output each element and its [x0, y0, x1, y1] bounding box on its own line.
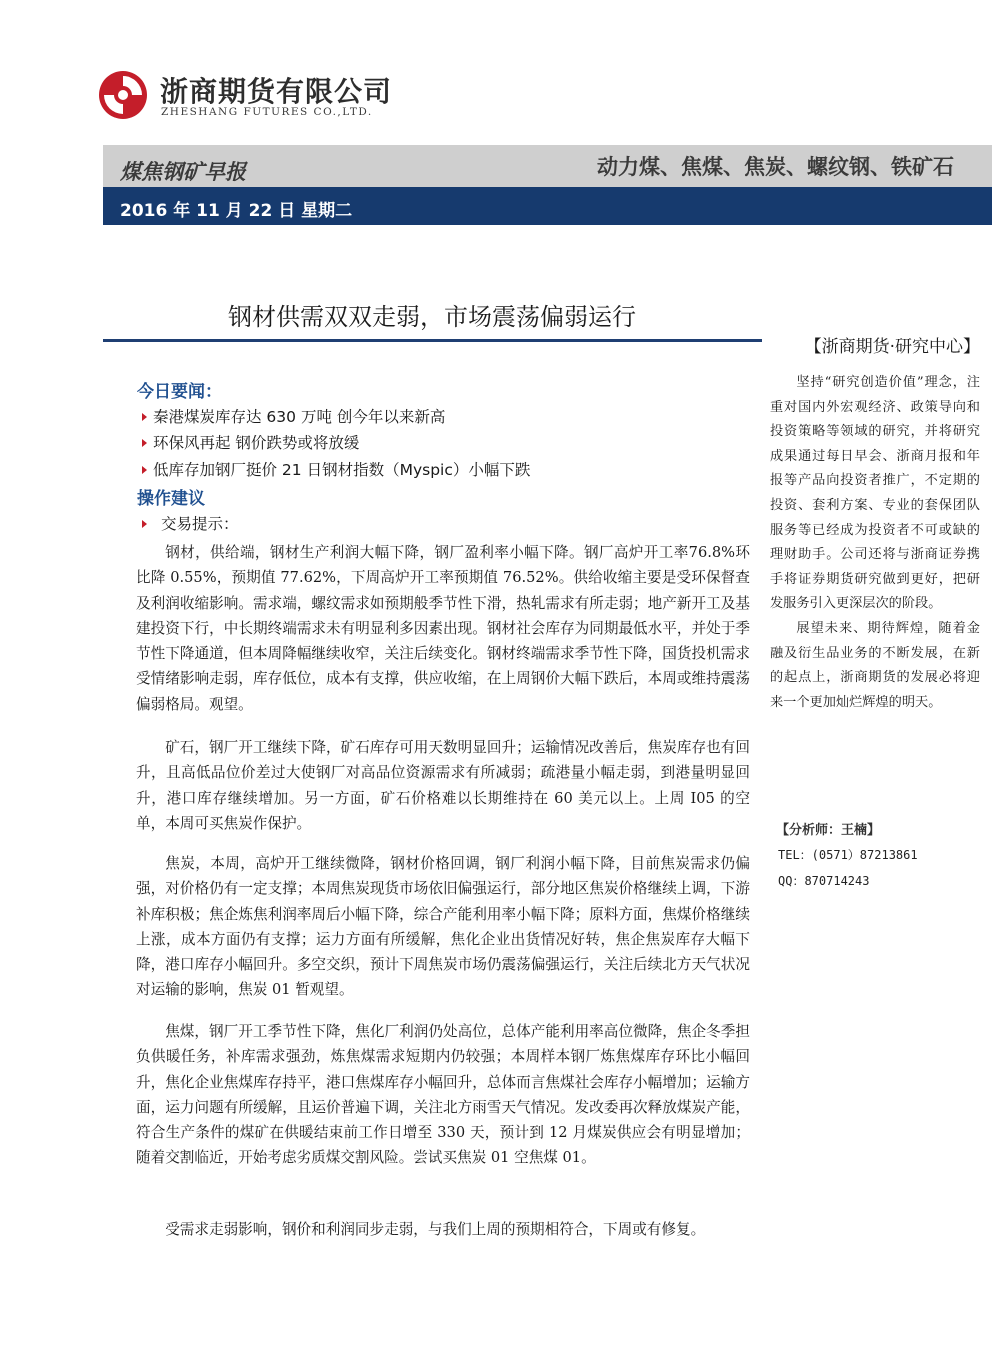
advice-coke: 焦炭，本周，高炉开工继续微降，钢材价格回调，钢厂利润小幅下降，目前焦炭需求仍偏强，对价格仍有一定支撑；本周焦炭现货市场依旧偏强运行，部分地区焦炭价格继续上调，下游补库积极；焦企炼焦利润率周后小幅下降，综合产能利用率小幅下降；原料方面，焦煤价格继续上涨，成本方面仍有支撑；运力方面有所缓解，焦化企业出货情况好转，焦企焦炭库存大幅下降，港口库存小幅回升。多空交织，预计下周焦炭市场仍震荡偏强运行，关注后续北方天气状况对运输的影响，焦炭 01 暂观望。: [136, 855, 750, 999]
title-divider: [103, 339, 762, 342]
sidebar-outlook: 展望未来、期待辉煌，随着金融及衍生品业务的不断发展，在新的起点上，浙商期货的发展必将迎来一个更加灿烂辉煌的明天。: [770, 620, 980, 710]
advice-steel: 钢材，供给端，钢材生产利润大幅下降，钢厂盈利率小幅下降。钢厂高炉开工率76.8%环比降 0.55%，预期值 77.62%，下周高炉开工率预期值 76.52%。供给收缩主要是受环保督查及利润收缩影响。需求端，螺纹需求如预期般季节性下滑，热轧需求有所走弱；地产新开工及基建投资下行，中长期终端需求未有明显利多因素出现。钢材社会库存为同期最低水平，并处于季节性下降通道，但本周降幅继续收窄，关注后续变化。钢材终端需求季节性下降，国货投机需求受情绪影响走弱，库存低位，成本有支撑，供应收缩，在上周钢价大幅下跌后，本周或维持震荡偏弱格局。观望。: [136, 544, 750, 713]
bullet-arrow-icon: [142, 520, 147, 528]
advice-section-title: 操作建议: [137, 489, 205, 509]
company-name-cn: 浙商期货有限公司: [160, 75, 393, 108]
company-logo: [98, 70, 148, 120]
analyst-tel: TEL：(0571）87213861: [778, 848, 918, 862]
bullet-arrow-icon: [142, 466, 147, 474]
report-type: 煤焦钢矿早报: [120, 160, 246, 184]
sidebar-heading: 【浙商期货·研究中心】: [804, 337, 980, 357]
sidebar: [770, 332, 980, 715]
analyst-name: 【分析师：王楠】: [776, 823, 881, 838]
page-title: 钢材供需双双走弱，市场震荡偏弱运行: [228, 303, 636, 331]
advice-summary: 受需求走弱影响，钢价和利润同步走弱，与我们上周的预期相符合，下周或有修复。: [165, 1221, 706, 1238]
commodity-list: 动力煤、焦煤、焦炭、螺纹钢、铁矿石: [597, 155, 954, 179]
analyst-qq: QQ：870714243: [778, 874, 870, 888]
news-section-title: 今日要闻：: [137, 382, 222, 402]
news-item: 环保风再起 钢价跌势或将放缓: [142, 431, 359, 453]
report-date: 2016 年 11 月 22 日 星期二: [120, 201, 353, 221]
news-item: 低库存加钢厂挺价 21 日钢材指数（Myspic）小幅下跌: [142, 458, 530, 480]
sidebar-intro: 坚持“研究创造价值”理念，注重对国内外宏观经济、政策导向和投资策略等领域的研究，并将研究成果通过每日早会、浙商月报和年报等产品向投资者推广，不定期的投资、套利方案、专业的套保团队服务等已经成为投资者不可或缺的理财助手。公司还将与浙商证券携手将证券期货研究做到更好，把研发服务引入更深层次的阶段。: [770, 375, 980, 612]
advice-ore: 矿石，钢厂开工继续下降，矿石库存可用天数明显回升；运输情况改善后，焦炭库存也有回升，且高低品位价差过大使钢厂对高品位资源需求有所减弱；疏港量小幅走弱，到港量明显回升，港口库存继续增加。另一方面，矿石价格难以长期维持在 60 美元以上。上周 I05 的空单，本周可买焦炭作保护。: [136, 739, 750, 832]
advice-coking-coal: 焦煤，钢厂开工季节性下降，焦化厂利润仍处高位，总体产能利用率高位微降，焦企冬季担负供暖任务，补库需求强劲，炼焦煤需求短期内仍较强；本周样本钢厂炼焦煤库存环比小幅回升，焦化企业焦煤库存持平，港口焦煤库存小幅回升，总体而言焦煤社会库存小幅增加；运输方面，运力问题有所缓解，且运价普遍下调，关注北方雨雪天气情况。发改委再次释放煤炭产能，符合生产条件的煤矿在供暖结束前工作日增至 330 天，预计到 12 月煤炭供应会有明显增加；随着交割临近，开始考虑劣质煤交割风险。尝试买焦炭 01 空焦煤 01。: [136, 1023, 750, 1167]
bullet-arrow-icon: [142, 439, 147, 447]
news-item: 秦港煤炭库存达 630 万吨 创今年以来新高: [142, 405, 445, 427]
company-name-en: ZHESHANG FUTURES CO.,LTD.: [161, 106, 373, 118]
trade-hint: 交易提示：: [142, 512, 239, 534]
bullet-arrow-icon: [142, 413, 147, 421]
